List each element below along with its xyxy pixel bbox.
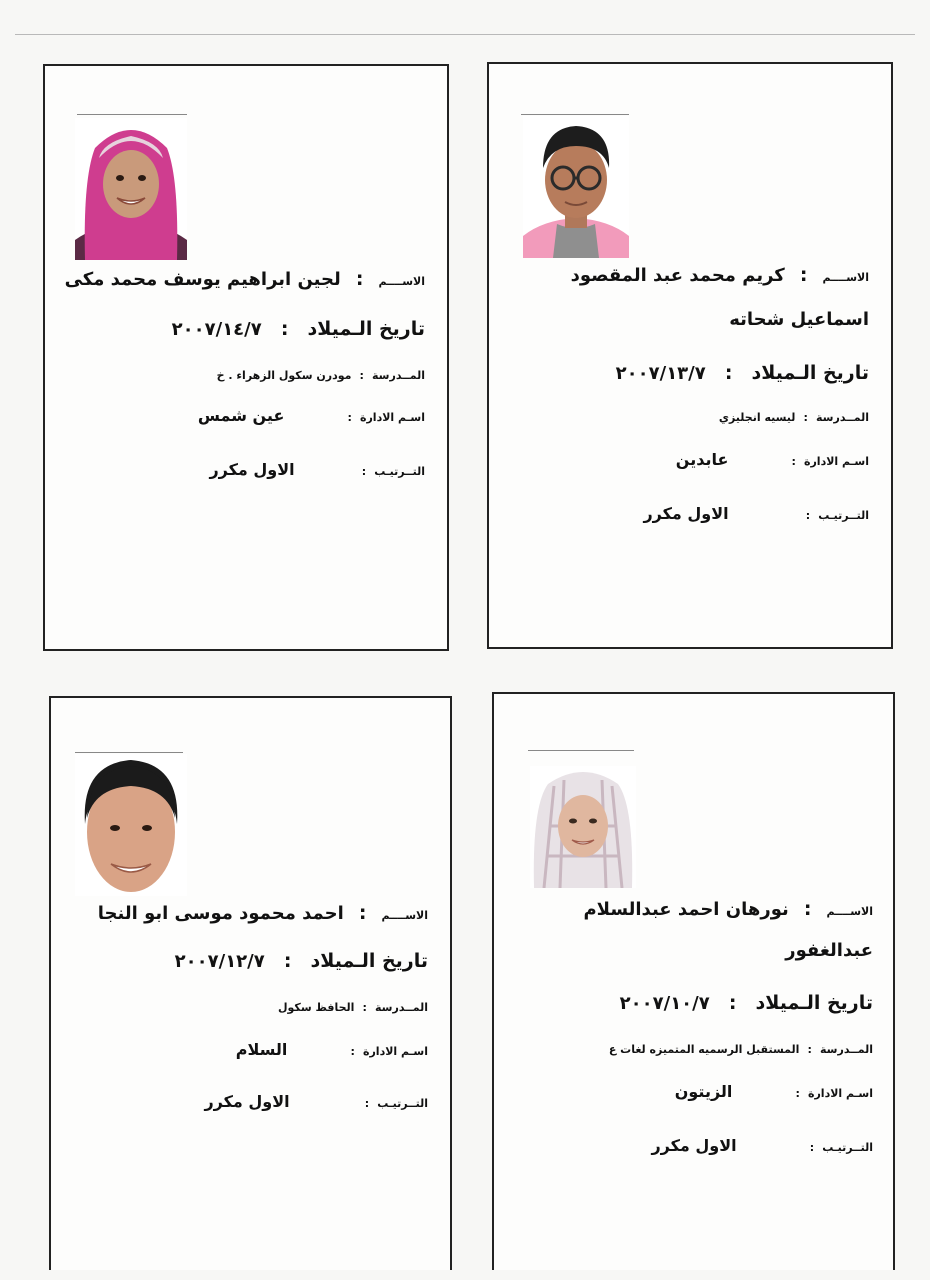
admin-row	[198, 406, 425, 425]
name-row	[583, 898, 873, 920]
name-colon: :	[355, 268, 364, 290]
rank-label: التــرتيـب	[818, 509, 869, 522]
dob-label: تاريخ الـميلاد	[310, 950, 428, 972]
admin-value: عين شمس	[197, 406, 285, 425]
admin-colon: :	[795, 1087, 800, 1100]
name-value-line2: اسماعيل شحاته	[729, 309, 869, 330]
school-colon: :	[807, 1043, 812, 1056]
dob-label: تاريخ الـميلاد	[755, 992, 873, 1014]
photo-top-rule	[521, 114, 629, 115]
dob-colon: :	[724, 362, 733, 384]
rank-colon: :	[805, 509, 811, 522]
admin-value: الزيتون	[674, 1082, 733, 1101]
school-label: المــدرسة	[820, 1043, 873, 1056]
school-value: المستقبل الرسميه المتميزه لغات ع	[608, 1043, 800, 1056]
rank-label: التــرتيـب	[374, 465, 425, 478]
dob-value: ٢٠٠٧/١٣/٧	[615, 363, 706, 384]
admin-row	[236, 1040, 428, 1059]
name-row	[571, 264, 869, 286]
name-label: الاســــم	[822, 271, 869, 284]
school-value: الحافظ سكول	[277, 1001, 355, 1014]
rank-value: الاول مكرر	[204, 1092, 290, 1111]
student-photo	[75, 118, 187, 260]
rank-label: التــرتيـب	[377, 1097, 428, 1110]
admin-colon: :	[347, 411, 352, 424]
dob-colon: :	[280, 318, 289, 340]
school-row	[217, 364, 425, 383]
name-label: الاســــم	[826, 905, 873, 918]
admin-label: اسـم الادارة	[807, 1087, 873, 1100]
dob-row	[175, 950, 428, 972]
admin-colon: :	[350, 1045, 355, 1058]
dob-value: ٢٠٠٧/١٤/٧	[171, 319, 262, 340]
student-photo	[530, 766, 636, 888]
name-value-line1: نورهان احمد عبدالسلام	[583, 899, 789, 920]
rank-label: التــرتيـب	[822, 1141, 873, 1154]
school-row	[278, 996, 428, 1015]
rank-row	[651, 1136, 873, 1155]
school-label: المــدرسة	[372, 369, 425, 382]
school-value: ليسيه انجليزي	[718, 411, 796, 424]
photo-top-rule	[75, 752, 183, 753]
admin-row	[675, 1082, 873, 1101]
name-label: الاســــم	[381, 909, 428, 922]
dob-label: تاريخ الـميلاد	[307, 318, 425, 340]
name-row	[65, 268, 425, 290]
school-colon: :	[362, 1001, 367, 1014]
dob-colon: :	[728, 992, 737, 1014]
rank-value: الاول مكرر	[651, 1136, 737, 1155]
photo-top-rule	[528, 750, 634, 751]
rank-colon: :	[361, 465, 367, 478]
name-value-line1: كريم محمد عبد المقصود	[570, 265, 785, 286]
name-value-line1: لجين ابراهيم يوسف محمد مكى	[64, 269, 341, 290]
page-top-rule	[15, 34, 915, 35]
school-row	[609, 1038, 873, 1057]
student-card-4	[49, 696, 452, 1270]
rank-row	[643, 504, 869, 523]
school-colon: :	[803, 411, 808, 424]
student-card-2	[43, 64, 449, 651]
school-value: مودرن سكول الزهراء . خ	[216, 369, 352, 382]
dob-row	[172, 318, 425, 340]
name-row-2	[785, 940, 873, 961]
rank-value: الاول مكرر	[209, 460, 295, 479]
name-value-line2: عبدالغفور	[785, 940, 873, 961]
rank-row	[204, 1092, 428, 1111]
admin-label: اسـم الادارة	[803, 455, 869, 468]
dob-row	[620, 992, 873, 1014]
rank-row	[209, 460, 425, 479]
student-card-3	[492, 692, 895, 1270]
admin-label: اسـم الادارة	[359, 411, 425, 424]
dob-colon: :	[283, 950, 292, 972]
dob-value: ٢٠٠٧/١٠/٧	[619, 993, 710, 1014]
name-colon: :	[799, 264, 808, 286]
admin-row	[676, 450, 869, 469]
student-card-1	[487, 62, 893, 649]
photo-top-rule	[77, 114, 187, 115]
school-row	[719, 406, 869, 425]
dob-label: تاريخ الـميلاد	[751, 362, 869, 384]
name-colon: :	[358, 902, 367, 924]
rank-colon: :	[364, 1097, 370, 1110]
name-row	[98, 902, 428, 924]
name-label: الاســــم	[378, 275, 425, 288]
dob-row	[616, 362, 869, 384]
student-photo	[75, 754, 187, 896]
name-row-2	[729, 309, 869, 330]
student-photo	[523, 116, 629, 258]
school-label: المــدرسة	[816, 411, 869, 424]
admin-value: السلام	[235, 1040, 288, 1059]
dob-value: ٢٠٠٧/١٢/٧	[174, 951, 265, 972]
admin-label: اسـم الادارة	[362, 1045, 428, 1058]
school-label: المــدرسة	[375, 1001, 428, 1014]
rank-value: الاول مكرر	[643, 504, 729, 523]
name-colon: :	[803, 898, 812, 920]
name-value-line1: احمد محمود موسى ابو النجا	[97, 903, 344, 924]
rank-colon: :	[809, 1141, 815, 1154]
admin-colon: :	[791, 455, 796, 468]
school-colon: :	[359, 369, 364, 382]
admin-value: عابدين	[675, 450, 729, 469]
